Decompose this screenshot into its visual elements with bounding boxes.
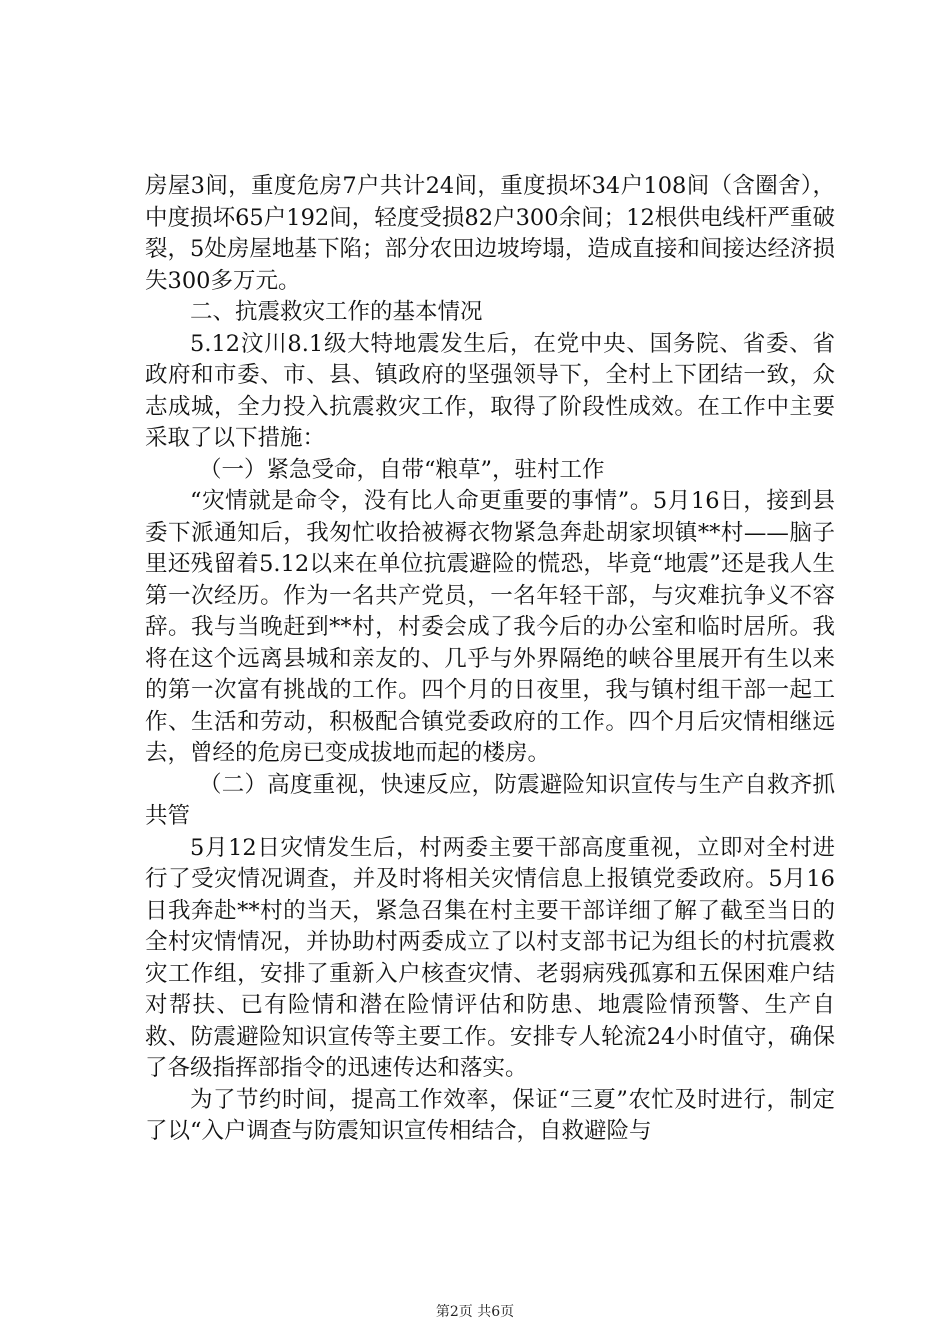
paragraph-efficiency: 为了节约时间，提高工作效率，保证“三夏”农忙及时进行，制定了以“入户调查与防震知识宣传相结合，自救避险与: [145, 1086, 835, 1144]
subheading-2: （二）高度重视，快速反应，防震避险知识宣传与生产自救齐抓共管: [145, 771, 835, 829]
section-heading-2: 二、抗震救灾工作的基本情况: [190, 299, 483, 325]
paragraph-earthquake-intro: 5.12汶川8.1级大特地震发生后，在党中央、国务院、省委、省政府和市委、市、县、镇政府的坚强领导下，全村上下团结一致，众志成城，全力投入抗震救灾工作，取得了阶段性成效。在工作中主要采取了以下措施：: [145, 330, 835, 451]
subheading-1: （一）紧急受命，自带“粮草”，驻村工作: [199, 456, 605, 483]
paragraph-damage-summary: 房屋3间，重度危房7户共计24间，重度损坏34户108间（含圈舍），中度损坏65户192间，轻度受损82户300余间；12根供电线杆严重破裂，5处房屋地基下陷；部分农田边坡垮塌，造成直接和间接达经济损失300多万元。: [145, 173, 835, 294]
document-body: [145, 171, 835, 1148]
paragraph-response: 5月12日灾情发生后，村两委主要干部高度重视，立即对全村进行了受灾情况调查，并及时将相关灾情信息上报镇党委政府。5月16日我奔赴**村的当天，紧急召集在村主要干部详细了解了截至当日的全村灾情情况，并协助村两委成立了以村支部书记为组长的村抗震救灾工作组，安排了重新入户核查灾情、老弱病残孤寡和五保困难户结对帮扶、已有险情和潜在险情评估和防患、地震险情预警、生产自救、防震避险知识宣传等主要工作。安排专人轮流24小时值守，确保了各级指挥部指令的迅速传达和落实。: [145, 834, 835, 1081]
paragraph-village-work: “灾情就是命令，没有比人命更重要的事情”。5月16日，接到县委下派通知后，我匆忙收拾被褥衣物紧急奔赴胡家坝镇**村——脑子里还残留着5.12以来在单位抗震避险的慌恐，毕竟“地震”还是我人生第一次经历。作为一名共产党员，一名年轻干部，与灾难抗争义不容辞。我与当晚赶到**村，村委会成了我今后的办公室和临时居所。我将在这个远离县城和亲友的、几乎与外界隔绝的峡谷里展开有生以来的第一次富有挑战的工作。四个月的日夜里，我与镇村组干部一起工作、生活和劳动，积极配合镇党委政府的工作。四个月后灾情相继远去，曾经的危房已变成拔地而起的楼房。: [145, 488, 835, 766]
page-number-footer: 第2页 共6页: [435, 1304, 515, 1320]
